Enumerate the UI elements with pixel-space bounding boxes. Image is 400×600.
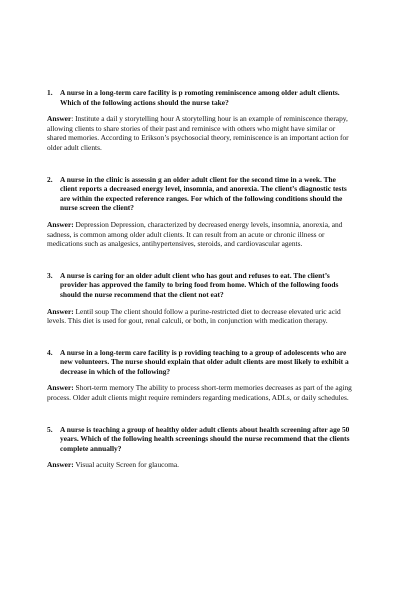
question-block-5 xyxy=(47,425,354,470)
question-number: 5. xyxy=(47,424,53,434)
question-block-1 xyxy=(47,88,354,153)
answer-text: Visual acuity Screen for glaucoma. xyxy=(73,460,180,470)
question-1 xyxy=(47,88,354,107)
question-block-4 xyxy=(47,348,354,403)
question-number: 2. xyxy=(47,174,53,184)
answer-text: Depression Depression, characterized by decreased energy levels, insomnia, anorexia, and sadness, is common among older adult clients. It can result from an acute or chronic illness or medications such as analgesics, antihypertensives, steroids, and cardiovascular agents. xyxy=(47,219,343,249)
answer-3 xyxy=(47,307,354,326)
question-block-2 xyxy=(47,175,354,249)
answer-text: Lentil soup The client should follow a purine-restricted diet to decrease elevated uric acid levels. This diet is used for gout, renal calculi, or both, in conjunction with medication therapy. xyxy=(47,306,341,326)
question-text: A nurse in the clinic is assessin g an older adult client for the second time in a week. The client reports a decreased energy level, insomnia, and anorexia. The client’s diagnostic tests are within the expected reference ranges. For which of the following conditions should the nurse screen the client? xyxy=(60,174,347,213)
answer-2 xyxy=(47,220,354,249)
question-4 xyxy=(47,348,354,377)
question-3 xyxy=(47,271,354,300)
question-2 xyxy=(47,175,354,213)
question-number: 4. xyxy=(47,347,53,357)
answer-label: Answer: xyxy=(47,460,74,470)
question-text: A nurse is teaching a group of healthy older adult clients about health screening after age 50 years. Which of the following health screenings should the nurse recommend that the clients complete annually? xyxy=(60,424,350,453)
question-5 xyxy=(47,425,354,454)
answer-4 xyxy=(47,383,354,402)
question-text: A nurse in a long-term care facility is p roviding teaching to a group of adolescents who are new volunteers. The nurse should explain that older adult clients are most likely to exhibit a decrease in which of the following? xyxy=(60,347,349,376)
question-text: A nurse in a long-term care facility is p romoting reminiscence among older adult clients. Which of the following actions should the nurse take? xyxy=(60,88,340,107)
answer-label: Answer xyxy=(47,114,72,124)
answer-5 xyxy=(47,460,354,470)
question-number: 1. xyxy=(47,88,53,97)
answer-text: : Institute a dail y storytelling hour A storytelling hour is an example of reminiscence therapy, allowing clients to share stories of their past and reminisce with others who might have similar or shared memories. According to Erikson’s psychosocial theory, reminiscence is an important action for older adult clients. xyxy=(47,114,349,152)
answer-label: Answer: xyxy=(47,383,74,393)
answer-1 xyxy=(47,114,354,152)
question-block-3 xyxy=(47,271,354,326)
answer-text: Short-term memory The ability to process short-term memories decreases as part of the aging process. Older adult clients might require reminders regarding medications, ADLs, or daily schedules. xyxy=(47,383,352,403)
question-number: 3. xyxy=(47,270,53,280)
answer-label: Answer: xyxy=(47,306,74,316)
question-text: A nurse is caring for an older adult client who has gout and refuses to eat. The client’s provider has approved the family to bring food from home. Which of the following foods should the nurse recommend that the client not eat? xyxy=(60,270,339,299)
answer-label: Answer: xyxy=(47,219,74,229)
